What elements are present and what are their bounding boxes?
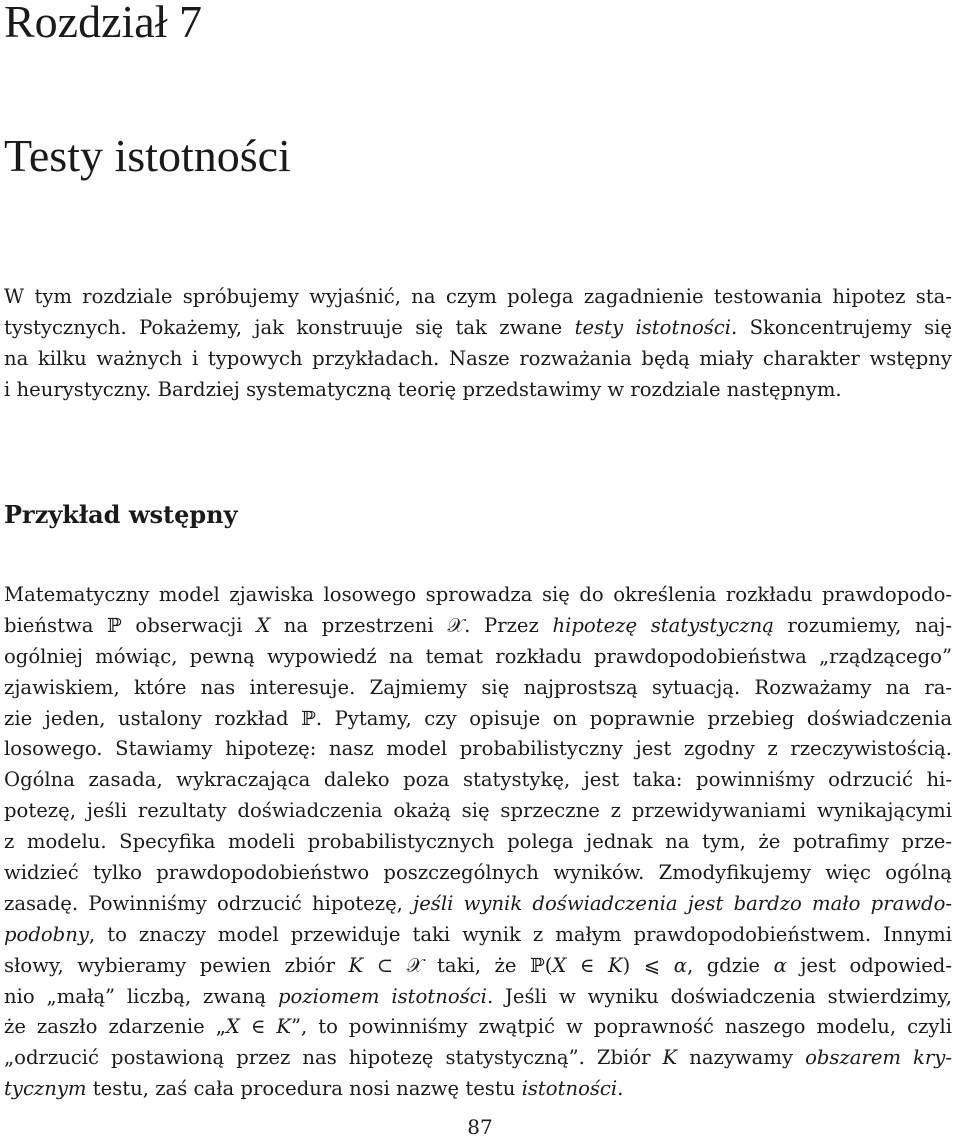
text-line: słowy, wybieramy pewien zbiór K ⊂ 𝒳 taki, że ℙ(X ∈ K) ⩽ α, gdzie α jest odpowied- (4, 953, 952, 977)
text-line: podobny, to znaczy model przewiduje taki wynik z małym prawdopodobieństwem. Innymi (4, 922, 952, 946)
text-line: bieństwa ℙ obserwacji X na przestrzeni 𝒳. Przez hipotezę statystyczną rozumiemy, naj- (4, 613, 952, 637)
intro-paragraph (4, 282, 952, 406)
text-line: Ogólna zasada, wykraczająca daleko poza statystykę, jest taka: powinniśmy odrzucić hi- (4, 768, 952, 792)
body-paragraph (4, 580, 952, 1105)
chapter-title: Testy istotności (4, 130, 291, 181)
text-line: „odrzucić postawioną przez nas hipotezę statystyczną”. Zbiór K nazywamy obszarem kry- (4, 1046, 952, 1070)
text-line: zasadę. Powinniśmy odrzucić hipotezę, jeśli wynik doświadczenia jest bardzo mało prawdo- (4, 891, 952, 915)
page-number: 87 (467, 1115, 493, 1139)
text-line: zie jeden, ustalony rozkład ℙ. Pytamy, czy opisuje on poprawnie przebieg doświadczenia (4, 706, 952, 730)
text-line: Matematyczny model zjawiska losowego sprowadza się do określenia rozkładu prawdopodo- (4, 583, 952, 606)
text-line: W tym rozdziale spróbujemy wyjaśnić, na czym polega zagadnienie testowania hipotez sta- (4, 285, 952, 308)
text-line: na kilku ważnych i typowych przykładach. Nasze rozważania będą miały charakter wstępny (4, 346, 952, 370)
text-line: i heurystyczny. Bardziej systematyczną teorię przedstawimy w rozdziale następnym. (4, 377, 842, 401)
text-line: nio „małą” liczbą, zwaną poziomem istotności. Jeśli w wyniku doświadczenia stwierdzimy, (4, 984, 952, 1008)
text-line: losowego. Stawiamy hipotezę: nasz model probabilistyczny jest zgodny z rzeczywistością. (4, 737, 952, 761)
text-line: tystycznych. Pokażemy, jak konstruuje się tak zwane testy istotności. Skoncentrujemy się (4, 315, 952, 339)
text-line: zjawiskiem, które nas interesuje. Zajmiemy się najprostszą sytuacją. Rozważamy na ra- (4, 675, 952, 699)
text-line: ogólniej mówiąc, pewną wypowiedź na temat rozkładu prawdopodobieństwa „rządzącego” (4, 644, 952, 668)
section-heading: Przykład wstępny (4, 500, 238, 529)
text-line: tycznym testu, zaś cała procedura nosi nazwę testu istotności. (4, 1077, 624, 1101)
chapter-heading: Rozdział 7 (4, 0, 202, 47)
text-line: widzieć tylko prawdopodobieństwo poszczególnych wyników. Zmodyfikujemy więc ogólną (4, 861, 952, 885)
text-line: potezę, jeśli rezultaty doświadczenia okażą się sprzeczne z przewidywaniami wynikającymi (4, 799, 952, 823)
text-line: z modelu. Specyfika modeli probabilistycznych polega jednak na tym, że potrafimy prze- (4, 830, 952, 854)
text-line: że zaszło zdarzenie „X ∈ K”, to powinniśmy zwątpić w poprawność naszego modelu, czyli (4, 1015, 952, 1039)
